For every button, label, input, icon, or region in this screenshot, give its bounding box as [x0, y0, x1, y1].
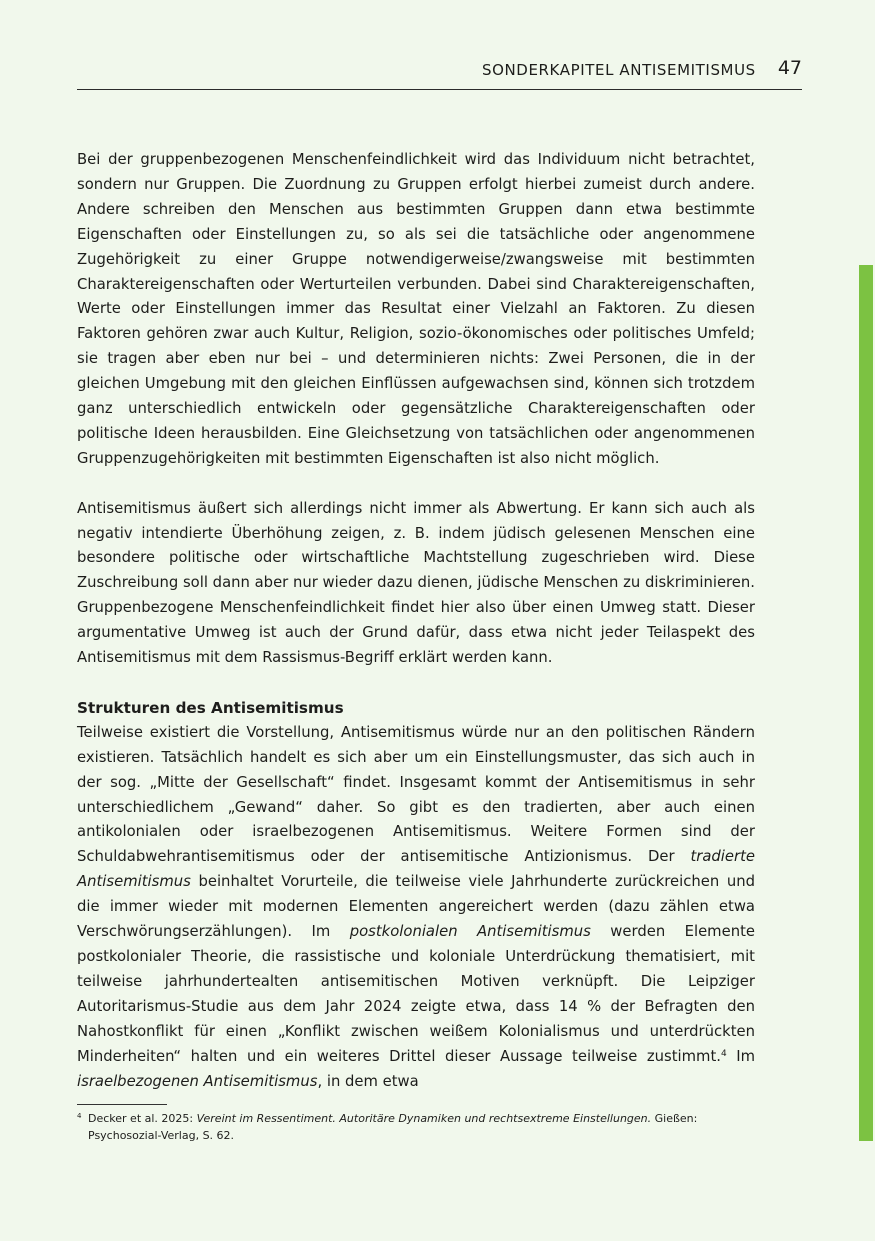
- footnote: [77, 1110, 717, 1144]
- section-heading: Strukturen des Antisemitismus: [77, 698, 344, 717]
- running-header: [77, 58, 802, 90]
- running-title: SONDERKAPITEL ANTISEMITISMUS: [481, 61, 756, 79]
- text-segment: werden Elemente postkolonialer Theorie, die rassistische und koloniale Unterdrückung thematisiert, mit teilweise jahrhundertealten antisemitischen Motiven verknüpft. Die Leipziger Autoritarismus-Studie aus dem Jahr 2024 zeigte etwa, dass 14 % der Befragten den Nahostkonflikt für einen „Konflikt zwischen weißem Kolonialismus und unterdrückten Minderheiten“ halten und ein weiteres Drittel dieser Aussage teilweise zustimmt.: [77, 923, 755, 1065]
- term-tradierter-antisemitismus: tradierte Antisemitismus: [77, 848, 755, 891]
- footnote-publisher: Psychosozial-Verlag, S. 62.: [88, 1129, 235, 1142]
- footnote-title: Vereint im Ressentiment. Autoritäre Dynamiken und rechtsextreme Einstellungen.: [196, 1112, 652, 1125]
- paragraph-strukturen: [77, 721, 755, 1095]
- footnote-reference[interactable]: 4: [720, 1048, 727, 1059]
- text-segment: , in dem etwa: [317, 1072, 419, 1090]
- text-segment: Im: [726, 1047, 755, 1065]
- term-postkolonialer-antisemitismus: postkolonialen Antisemitismus: [349, 923, 591, 941]
- paragraph-ueberhoehung: Antisemitismus äußert sich allerdings nicht immer als Abwertung. Er kann sich auch als negativ intendierte Überhöhung zeigen, z. B. indem jüdisch gelesenen Menschen eine besondere politische oder wirtschaftliche Machtstellung zugeschrieben wird. Diese Zuschreibung soll dann aber nur wieder dazu dienen, jüdische Menschen zu diskriminieren. Gruppenbezogene Menschenfeindlichkeit findet hier also über einen Umweg statt. Dieser argumentative Umweg ist auch der Grund dafür, dass etwa nicht jeder Teilaspekt des Antisemitismus mit dem Rassismus-Begriff erklärt werden kann.: [77, 499, 755, 667]
- page-number: 47: [777, 57, 802, 79]
- text-segment: beinhaltet Vorurteile, die teilweise viele Jahrhunderte zurückreichen und die immer wieder mit modernen Elementen angereichert werden (dazu zählen etwa Verschwörungserzählungen). Im: [77, 873, 755, 941]
- paragraph-gmf-intro: Bei der gruppenbezogenen Menschenfeindlichkeit wird das Individuum nicht betrachtet, sondern nur Gruppen. Die Zuordnung zu Gruppen erfolgt hierbei zumeist durch andere. Andere schreiben den Menschen aus bestimmten Gruppen dann etwa bestimmte Eigenschaften oder Einstellungen zu, so als sei die tatsächliche oder angenommene Zugehörigkeit zu einer Gruppe notwendigerweise/zwangsweise mit bestimmten Charaktereigenschaften oder Werturteilen verbunden. Dabei sind Charaktereigenschaften, Werte oder Einstellungen immer das Resultat einer Vielzahl an Faktoren. Zu diesen Faktoren gehören zwar auch Kultur, Religion, sozio-ökonomisches oder politisches Umfeld; sie tragen aber eben nur bei – und determinieren nichts: Zwei Personen, die in der gleichen Umgebung mit den gleichen Einflüssen aufgewachsen sind, können sich trotzdem ganz unterschiedlich entwickeln oder gegensätzliche Charaktereigenschaften oder politische Ideen herausbilden. Eine Gleichsetzung von tatsächlichen oder angenommenen Gruppenzugehörigkeiten mit bestimmten Eigenschaften ist also nicht möglich.: [77, 151, 755, 467]
- text-segment: Teilweise existiert die Vorstellung, Antisemitismus würde nur an den politischen Rändern existieren. Tatsächlich handelt es sich aber um ein Einstellungsmuster, das sich auch in der sog. „Mitte der Gesellschaft“ findet. Insgesamt kommt der Antisemitismus in sehr unterschiedlichem „Gewand“ daher. So gibt es den tradierten, aber auch einen antikolonialen oder israelbezogenen Antisemitismus. Weitere Formen sind der Schuldabwehrantisemitismus oder der antisemitische Antizionismus. Der: [77, 723, 755, 866]
- chapter-accent-bar: [859, 265, 873, 1141]
- body-text: [77, 148, 755, 1094]
- footnote-line: 4 Decker et al. 2025: Vereint im Ressentiment. Autoritäre Dynamiken und rechtsextreme Einstellungen. Gießen:: [77, 1112, 698, 1125]
- footnote-place: Gießen:: [651, 1112, 698, 1125]
- footnote-divider: [77, 1104, 167, 1105]
- term-israelbezogener-antisemitismus: israelbezogenen Antisemitismus: [77, 1072, 318, 1090]
- footnote-author: Decker et al. 2025:: [88, 1112, 197, 1125]
